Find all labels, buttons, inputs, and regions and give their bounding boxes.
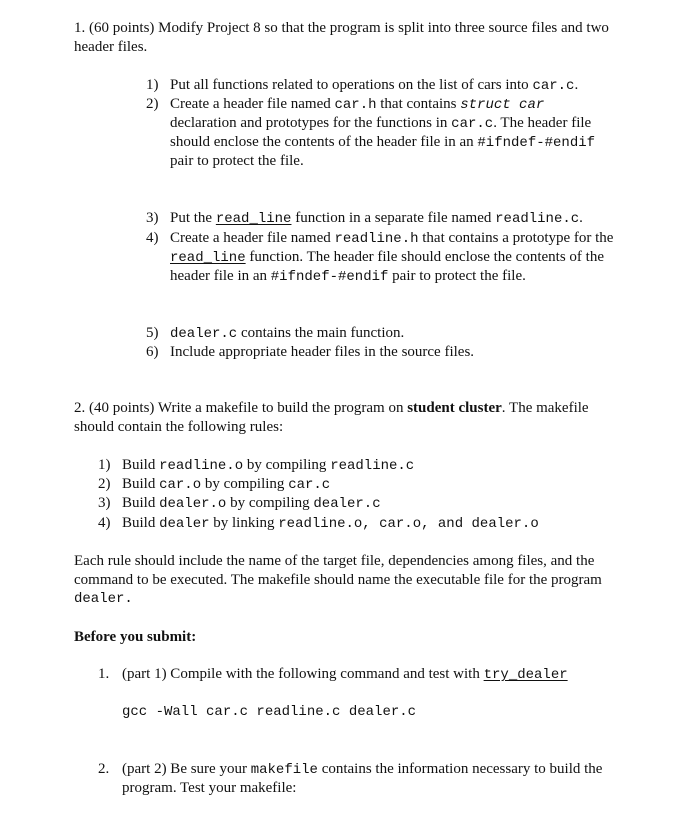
q2-rule-1-code-b: readline.c	[330, 458, 415, 474]
q1-item-1-code: car.c	[532, 78, 575, 94]
q2-rule-4-text-b: by linking	[213, 515, 275, 531]
q1-item-3-number: 3)	[146, 210, 159, 226]
submit-item-2-line-2: program. Test your makefile:	[122, 780, 297, 796]
submit-item-1-number: 1.	[98, 666, 110, 682]
q1-item-3-code: read_line	[215, 211, 292, 227]
q2-rule-4-number: 4)	[98, 515, 111, 531]
submit-item-1-code: try_dealer	[483, 667, 568, 683]
q1-item-2-number: 2)	[146, 96, 159, 112]
q2-rule-2-text-b: by compiling	[204, 476, 285, 492]
q2-rule-4-text: Build	[122, 515, 156, 531]
compile-command: gcc -Wall car.c readline.c dealer.c	[122, 704, 417, 720]
q1-item-2-text-b: that contains	[380, 96, 457, 112]
submit-item-2-number: 2.	[98, 761, 110, 777]
q1-item-4-text-a: Create a header file named	[170, 230, 331, 246]
submit-item-2-text: (part 2) Be sure your	[122, 761, 247, 777]
q2-rule-1-number: 1)	[98, 457, 111, 473]
q1-item-4-text-d: header file in an	[170, 268, 268, 284]
q2-rule-1-code: readline.o	[159, 458, 244, 474]
submit-item-1	[122, 665, 568, 685]
submit-item-2-line-1	[122, 760, 602, 780]
q1-item-4-line-3	[170, 267, 526, 287]
q1-item-5-number: 5)	[146, 325, 159, 341]
q2-paragraph-line-1: Each rule should include the name of the target file, dependencies among files, and the	[74, 553, 595, 569]
q1-item-1-number: 1)	[146, 77, 159, 93]
q1-item-2-line-1	[170, 95, 544, 115]
q2-heading-line-1	[74, 399, 589, 418]
q1-item-4-code-b: read_line	[170, 250, 246, 266]
q1-item-5-code: dealer.c	[170, 326, 238, 342]
q1-item-6: Include appropriate header files in the source files.	[170, 344, 475, 360]
q2-heading-bold: student cluster	[407, 400, 502, 416]
submit-item-1-text: (part 1) Compile with the following command and test with	[122, 666, 480, 682]
q2-heading-line-2: should contain the following rules:	[74, 419, 284, 435]
q1-item-4-text-c: function. The header file should enclose the contents of the	[249, 249, 604, 265]
q1-item-2-line-2	[170, 114, 591, 134]
q1-heading-line-1: 1. (60 points) Modify Project 8 so that the program is split into three source files and two	[74, 20, 609, 36]
q1-item-2-text-e: should enclose the contents of the header file in an	[170, 134, 474, 150]
q2-rule-1-text: Build	[122, 457, 156, 473]
q2-rule-3-number: 3)	[98, 495, 111, 511]
submit-heading: Before you submit:	[74, 629, 197, 645]
q1-item-3	[170, 209, 583, 229]
q2-paragraph-line-2: command to be executed. The makefile should name the executable file for the program	[74, 572, 602, 588]
q2-heading-text-b: . The makefile	[501, 400, 589, 416]
q1-item-4-line-1	[170, 229, 613, 249]
q1-item-2-code-c: car.c	[451, 116, 494, 132]
q1-item-2-line-3	[170, 133, 595, 153]
q2-rule-3-text: Build	[122, 495, 156, 511]
q1-heading-line-2: header files.	[74, 39, 148, 55]
q1-item-1	[170, 76, 578, 96]
q2-rule-3-code: dealer.o	[159, 496, 227, 512]
q1-item-3-text-b: function in a separate file named	[295, 210, 492, 226]
q1-item-5	[170, 324, 404, 344]
q2-rule-4-code: dealer	[159, 516, 210, 532]
q2-rule-2-number: 2)	[98, 476, 111, 492]
q2-rule-3-code-b: dealer.c	[313, 496, 381, 512]
q1-item-4-number: 4)	[146, 230, 159, 246]
q2-paragraph-line-3: dealer.	[74, 591, 133, 607]
q2-heading-text-a: 2. (40 points) Write a makefile to build the program on	[74, 400, 404, 416]
q2-rule-2	[122, 475, 330, 495]
q1-item-3-text: Put the	[170, 210, 213, 226]
submit-item-2-text-b: contains the information necessary to build the	[321, 761, 603, 777]
q1-item-4-code-a: readline.h	[334, 231, 419, 247]
q1-item-4-text-b: that contains a prototype for the	[422, 230, 614, 246]
q2-rule-1	[122, 456, 414, 476]
q1-item-6-number: 6)	[146, 344, 159, 360]
q1-item-1-end: .	[574, 77, 579, 93]
q1-item-3-code-b: readline.c	[495, 211, 580, 227]
q2-rule-1-text-b: by compiling	[246, 457, 327, 473]
q2-rule-2-text: Build	[122, 476, 156, 492]
q1-item-2-text-d: . The header file	[493, 115, 592, 131]
q2-rule-4	[122, 514, 539, 534]
q2-rule-2-code-b: car.c	[288, 477, 331, 493]
q2-rule-3-text-b: by compiling	[230, 495, 310, 511]
q1-item-2-text-a: Create a header file named	[170, 96, 331, 112]
q1-item-3-end: .	[579, 210, 583, 226]
q2-rule-2-code: car.o	[159, 477, 202, 493]
q1-item-4-text-e: pair to protect the file.	[392, 268, 526, 284]
q1-item-2-line-4: pair to protect the file.	[170, 153, 304, 169]
q1-item-4-line-2	[170, 248, 604, 268]
q1-item-5-text: contains the main function.	[240, 325, 405, 341]
q1-item-2-text-c: declaration and prototypes for the functions in	[170, 115, 448, 131]
q1-item-2-code-a: car.h	[334, 97, 377, 113]
q1-item-2-code-e: #ifndef-#endif	[477, 135, 596, 151]
q1-item-1-text: Put all functions related to operations on the list of cars into	[170, 77, 529, 93]
q2-rule-3	[122, 494, 381, 514]
submit-item-2-code: makefile	[250, 762, 318, 778]
q2-rule-4-code-b: readline.o, car.o, and dealer.o	[278, 516, 539, 532]
q1-item-2-code-b: struct car	[460, 97, 545, 113]
q1-item-4-code-c: #ifndef-#endif	[270, 269, 389, 285]
